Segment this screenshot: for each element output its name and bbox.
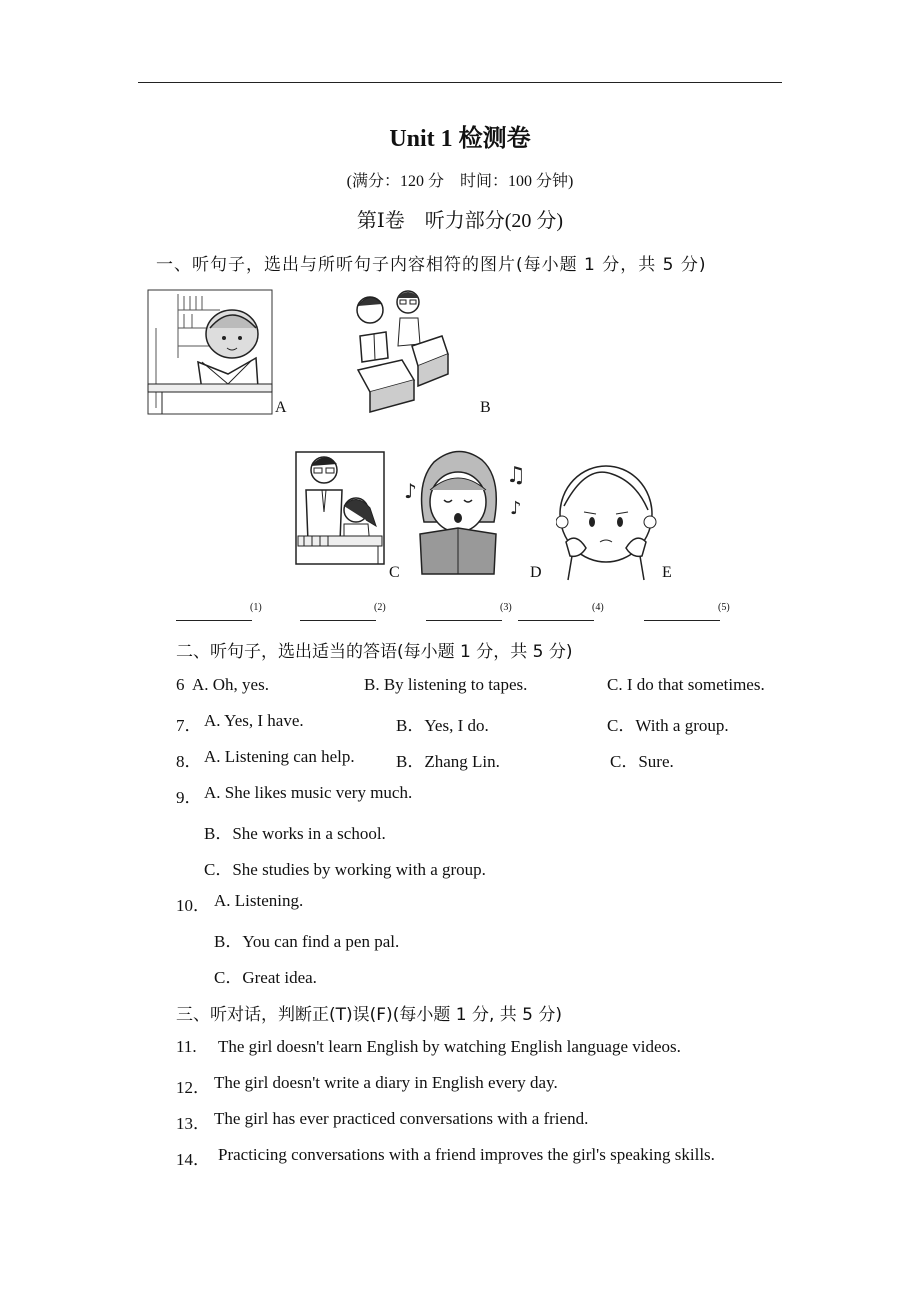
svg-text:♪: ♪ [510, 498, 522, 519]
section1-heading: 一、听句子，选出与所听句子内容相符的图片(每小题 1 分，共 5 分) [156, 255, 707, 275]
q7-option-a[interactable]: A. Yes, I have. [204, 711, 304, 730]
q12-number: 12． [176, 1078, 210, 1097]
picture-c-teacher-and-girl [294, 450, 388, 566]
score-time-info: (满分：120 分 时间：100 分钟) [346, 173, 574, 190]
answer-blank-5[interactable] [644, 620, 720, 621]
q10-option-c[interactable]: C．Great idea. [214, 968, 317, 987]
q9-option-a[interactable]: A. She likes music very much. [204, 783, 413, 802]
q6-option-c[interactable]: C. I do that sometimes. [607, 675, 765, 694]
q10-option-b[interactable]: B．You can find a pen pal. [214, 932, 400, 951]
q7-number: 7． [176, 716, 202, 735]
svg-text:♪: ♪ [404, 479, 417, 503]
q9-option-c[interactable]: C．She studies by working with a group. [204, 860, 486, 879]
q10-number: 10． [176, 896, 210, 915]
q6-option-a[interactable]: A. Oh, yes. [192, 675, 269, 694]
q8-option-b[interactable]: B．Zhang Lin. [396, 752, 500, 771]
q8-number: 8． [176, 752, 202, 771]
q11-statement: The girl doesn't learn English by watching English language videos. [218, 1037, 681, 1056]
answer-blank-1[interactable] [176, 620, 252, 621]
picture-c-label: C [389, 564, 400, 581]
answer-blank-3[interactable] [426, 620, 502, 621]
q9-number: 9． [176, 788, 202, 807]
blank-number-3: (3) [500, 602, 512, 613]
picture-d-label: D [530, 564, 542, 581]
q11-number: 11. [176, 1037, 197, 1056]
blank-number-5: (5) [718, 602, 730, 613]
q12-statement: The girl doesn't write a diary in English every day. [214, 1073, 558, 1092]
q8-option-a[interactable]: A. Listening can help. [204, 747, 355, 766]
q13-statement: The girl has ever practiced conversations with a friend. [214, 1109, 589, 1128]
picture-a-label: A [275, 399, 287, 416]
picture-b-label: B [480, 399, 491, 416]
q10-option-a[interactable]: A. Listening. [214, 891, 304, 910]
part-heading: 第Ⅰ卷 听力部分(20 分) [356, 210, 564, 232]
section2-heading: 二、听句子，选出适当的答语(每小题 1 分，共 5 分) [176, 642, 573, 662]
section3-heading: 三、听对话，判断正(T)误(F)(每小题 1 分, 共 5 分) [176, 1005, 563, 1025]
q6-option-b[interactable]: B. By listening to tapes. [364, 675, 528, 694]
picture-b-boys-with-books [352, 288, 452, 414]
q7-option-c[interactable]: C．With a group. [607, 716, 729, 735]
top-rule [138, 82, 782, 83]
picture-a-boy-reading [142, 288, 276, 416]
q14-number: 14． [176, 1150, 210, 1169]
q6-number: 6 [176, 675, 185, 694]
picture-e-girl-thinking [556, 460, 660, 584]
blank-number-1: (1) [250, 602, 262, 613]
page-title: Unit 1 检测卷 [389, 126, 531, 152]
answer-blank-2[interactable] [300, 620, 376, 621]
q7-option-b[interactable]: B．Yes, I do. [396, 716, 489, 735]
q9-option-b[interactable]: B．She works in a school. [204, 824, 386, 843]
svg-text:♫: ♫ [506, 463, 526, 488]
q13-number: 13． [176, 1114, 210, 1133]
blank-number-4: (4) [592, 602, 604, 613]
picture-e-label: E [662, 564, 672, 581]
answer-blank-4[interactable] [518, 620, 594, 621]
picture-d-girl-singing [402, 442, 536, 580]
q8-option-c[interactable]: C．Sure. [610, 752, 674, 771]
q14-statement: Practicing conversations with a friend improves the girl's speaking skills. [218, 1145, 715, 1164]
blank-number-2: (2) [374, 602, 386, 613]
